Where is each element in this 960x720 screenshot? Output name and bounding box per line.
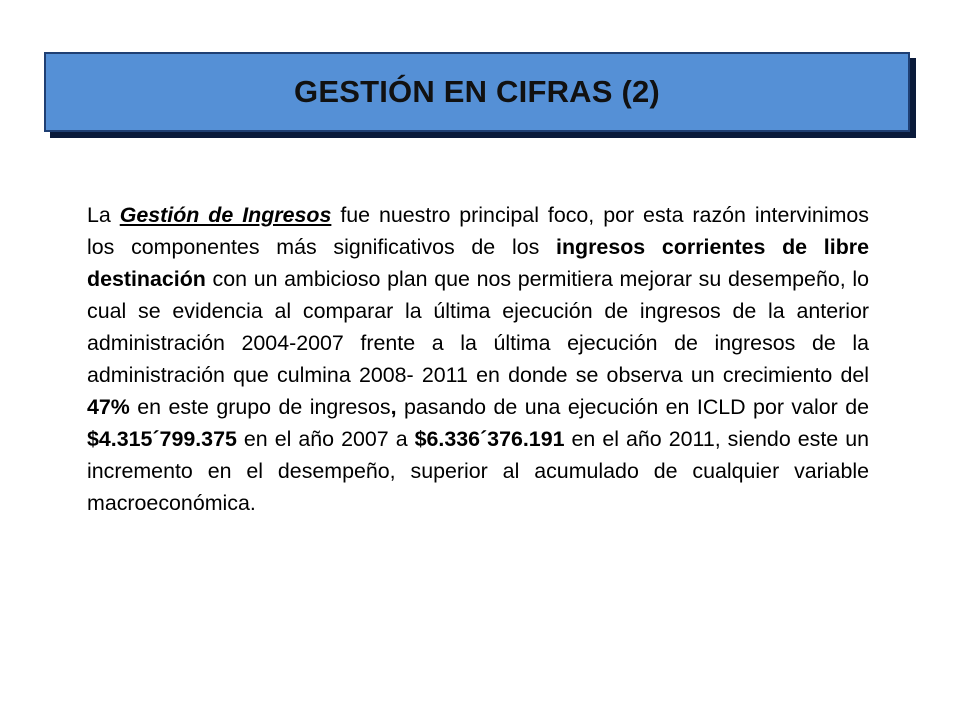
text-run: fue nuestro principal foco, por esta razón intervinimos los componentes más significativos de los [87,203,869,259]
text-run-comma: , [390,395,397,419]
slide-title: GESTIÓN EN CIFRAS (2) [294,74,660,109]
emphasis-gestion-ingresos: Gestión de Ingresos [119,203,332,227]
body-paragraph [87,199,869,519]
emphasis-icld: ingresos corrientes de libre destinación [87,235,869,291]
emphasis-value-2007: $4.315´799.375 [87,427,237,451]
emphasis-growth-percent: 47% [87,395,130,419]
text-run: La [87,203,120,227]
text-run: con un ambicioso plan que nos permitiera mejorar su desempeño, lo cual se evidencia al comparar la última ejecución de ingresos de la anterior administración 2004-2007 frente a la última ejecución de ingresos de la administración que culmina 2008- 2011 en donde se observa un crecimiento del [87,267,869,387]
text-run: en el año 2011, siendo este un incremento en el desempeño, superior al acumulado de cualquier variable macroeconómica. [87,427,869,515]
title-banner [44,52,910,132]
text-run: en el año 2007 a [236,427,415,451]
text-run: en este grupo de ingresos [129,395,391,419]
emphasis-value-2011: $6.336´376.191 [414,427,565,451]
text-run: pasando de una ejecución en ICLD por valor de [396,395,869,419]
